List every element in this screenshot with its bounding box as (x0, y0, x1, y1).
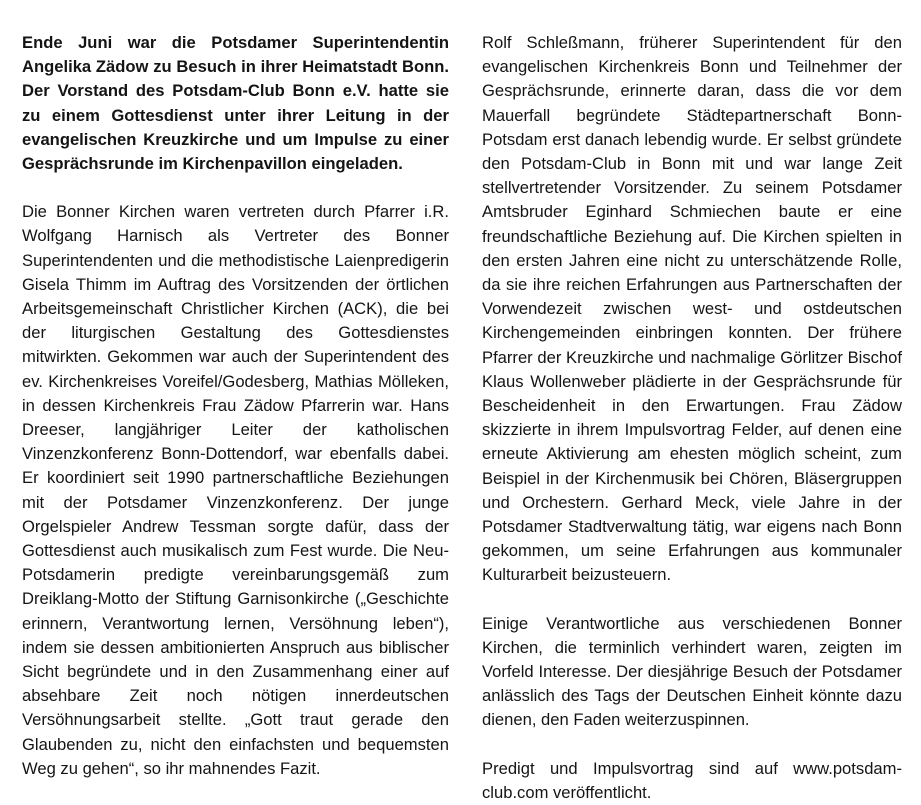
body-paragraph-2: Rolf Schleßmann, früherer Superintendent für den evangelischen Kirchenkreis Bonn und Teilnehmer der Gesprächsrunde, erinnerte daran, dass die vor dem Mauerfall begründete Städtepartnerschaft Bonn-Potsdam erst danach lebendig wurde. Er selbst gründete den Potsdam-Club in Bonn mit und war lange Zeit stellvertretender Vorsitzender. Zu seinem Potsdamer Amtsbruder Eginhard Schmiechen baute er eine freundschaftliche Beziehung auf. Die Kirchen spielten in den ersten Jahren eine nicht zu unterschätzende Rolle, da sie ihre reichen Erfahrungen aus Partnerschaften der Vorwendezeit zwischen west- und ostdeutschen Kirchengemeinden einbringen konnten. Der frühere Pfarrer der Kreuzkirche und nachmalige Görlitzer Bischof Klaus Wollenweber plädierte in der Gesprächsrunde für Bescheidenheit in den Erwartungen. Frau Zädow skizzierte in ihrem Impulsvortrag Felder, auf denen eine erneute Aktivierung am ehesten möglich scheint, zum Beispiel in der Kirchenmusik bei Chören, Bläsergruppen und Orchestern. Gerhard Meck, viele Jahre in der Potsdamer Stadtverwaltung tätig, war eigens nach Bonn gekommen, um seine Erfahrungen aus kommunaler Kulturarbeit beizusteuern. (482, 33, 902, 585)
right-column (482, 31, 902, 805)
body-paragraph-3: Einige Verantwortliche aus verschiedenen Bonner Kirchen, die terminlich verhindert waren, zeigten im Vorfeld Interesse. Der diesjährige Besuch der Potsdamer anlässlich des Tags der Deutschen Einheit könnte dazu dienen, den Faden weiterzuspinnen. (482, 613, 902, 730)
body-paragraph-4: Predigt und Impulsvortrag sind auf www.potsdam-club.com veröffentlicht. (482, 758, 902, 802)
body-paragraph-1: Die Bonner Kirchen waren vertreten durch Pfarrer i.R. Wolfgang Harnisch als Vertreter des Bonner Superintendenten und die methodistische Laienpredigerin Gisela Thimm im Auftrag des Vorsitzenden der örtlichen Arbeitsgemeinschaft Christlicher Kirchen (ACK), die bei der liturgischen Gestaltung des Gottesdienstes mitwirkten. Gekommen war auch der Superintendent des ev. Kirchenkreises Voreifel/Godesberg, Mathias Mölleken, in dessen Kirchenkreis Frau Zädow Pfarrerin war. Hans Dreeser, langjähriger Leiter der katholischen Vinzenzkonferenz Bonn-Dottendorf, war ebenfalls dabei. Er koordiniert seit 1990 partnerschaftliche Beziehungen mit der Potsdamer Vinzenzkonferenz. Der junge Orgelspieler Andrew Tessman sorgte dafür, dass der Gottesdienst auch musikalisch zum Fest wurde. Die Neu-Potsdamerin predigte vereinbarungsgemäß zum Dreiklang-Motto der Stiftung Garnisonkirche („Geschichte erinnern, Verantwortung lernen, Versöhnung leben“), indem sie dessen ambitionierten Anspruch aus biblischer Sicht begründete und in den Zusammenhang einer auf absehbare Zeit noch nötigen innerdeutschen Versöhnungsarbeit stellte. „Gott traut gerade den Glaubenden zu, nicht den einfachsten und bequemsten Weg zu gehen“, so ihr mahnendes Fazit. (22, 202, 449, 778)
lead-paragraph: Ende Juni war die Potsdamer Superintendentin Angelika Zädow zu Besuch in ihrer Heimatstadt Bonn. Der Vorstand des Potsdam-Club Bonn e.V. hatte sie zu einem Gottesdienst unter ihrer Leitung in der evangelischen Kreuzkirche und um Impulse zu einer Gesprächsrunde im Kirchenpavillon eingeladen. (22, 33, 449, 174)
left-column (22, 31, 449, 781)
